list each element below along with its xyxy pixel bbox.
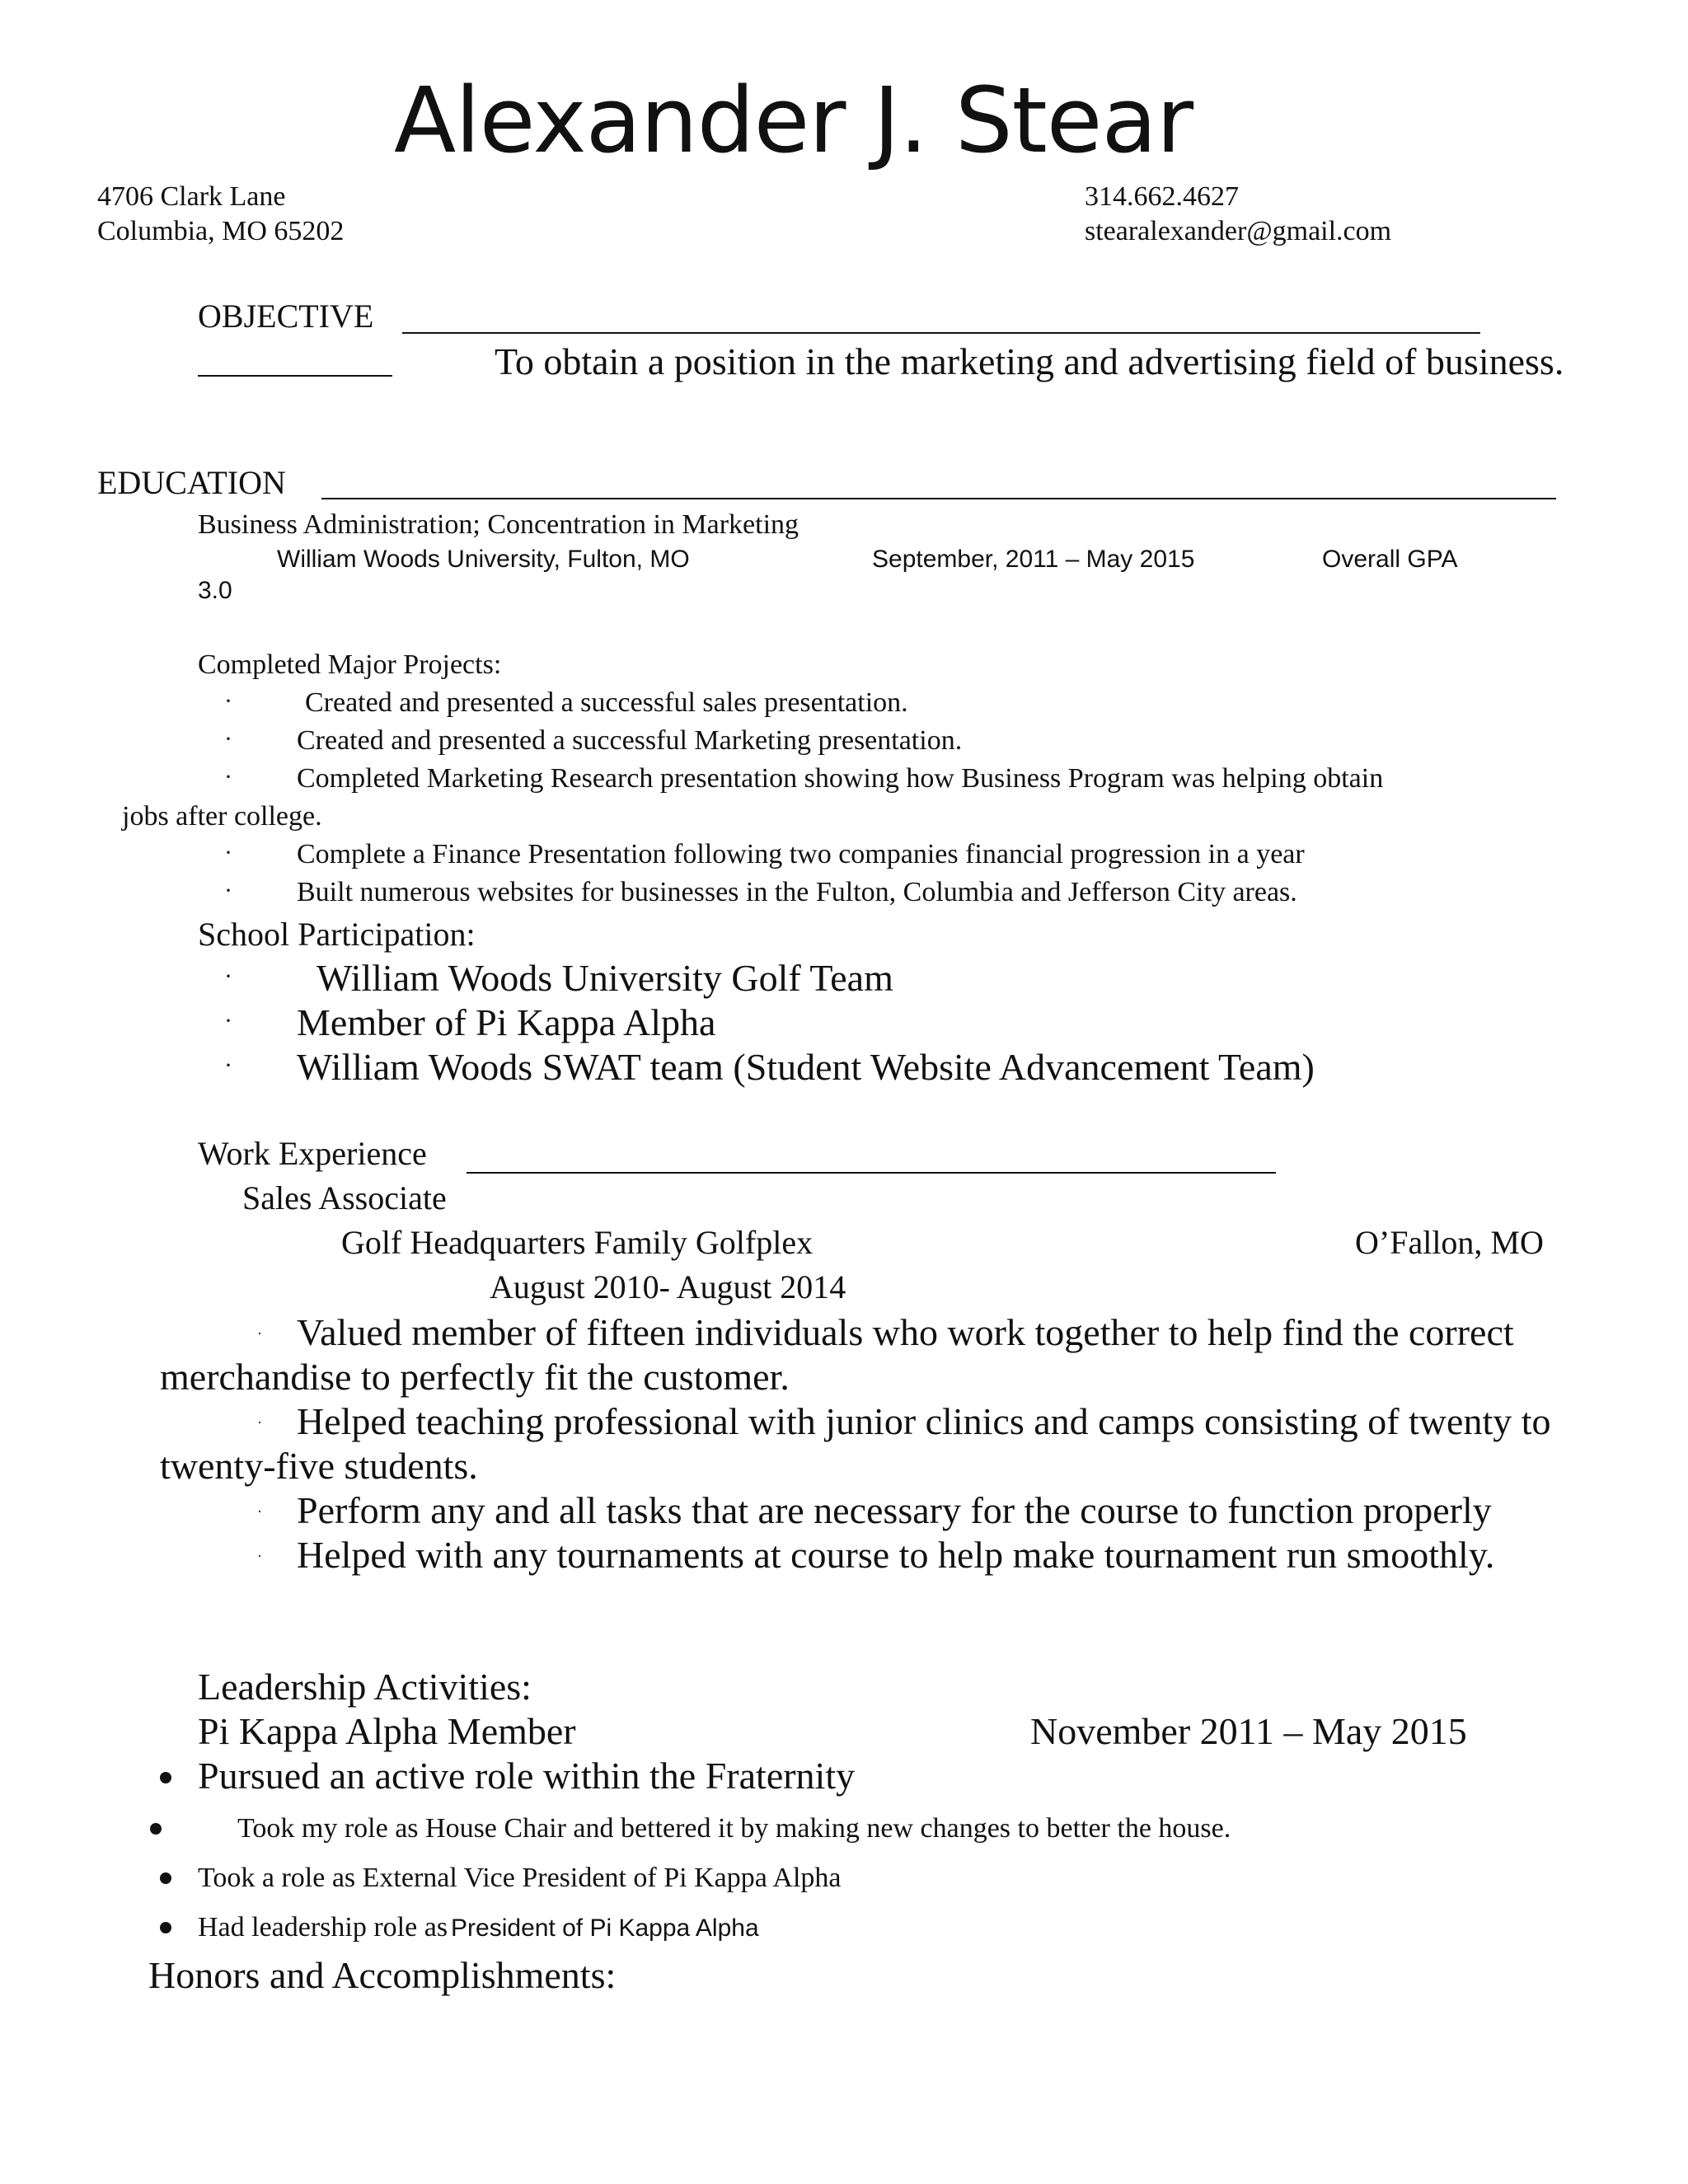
leadership-dates: November 2011 – May 2015 (1030, 1710, 1467, 1752)
list-item: Helped with any tournaments at course to help make tournament run smoothly. (297, 1534, 1495, 1576)
list-item: Took a role as External Vice President of Pi Kappa Alpha (198, 1863, 842, 1893)
objective-heading: OBJECTIVE (198, 298, 374, 335)
list-item: Took my role as House Chair and bettered it by making new changes to better the house. (237, 1813, 1231, 1844)
list-item: Created and presented a successful Marketing presentation. (297, 725, 963, 756)
list-item: Member of Pi Kappa Alpha (297, 1001, 716, 1043)
objective-indent-rule (198, 375, 392, 377)
list-item (198, 1912, 759, 1943)
work-heading: Work Experience (198, 1135, 427, 1172)
list-item: Completed Marketing Research presentation showing how Business Program was helping obtain (297, 763, 1384, 794)
job-location: O’Fallon, MO (1355, 1224, 1544, 1261)
list-bullet: · (224, 1052, 232, 1079)
list-bullet: · (257, 1548, 262, 1564)
list-item-text: Had leadership role as (198, 1912, 448, 1943)
list-item-continuation: merchandise to perfectly fit the customer. (160, 1356, 790, 1398)
list-bullet (160, 1922, 171, 1933)
education-dates: September, 2011 – May 2015 (872, 546, 1195, 573)
participation-heading: School Participation: (198, 916, 476, 953)
list-bullet: · (224, 763, 232, 790)
list-item: Created and presented a successful sales presentation. (305, 687, 908, 718)
school-name: William Woods University, Fulton, MO (277, 546, 690, 573)
list-bullet: · (224, 687, 232, 715)
list-bullet: · (257, 1414, 262, 1431)
list-item: Valued member of fifteen individuals who work together to help find the correct (297, 1311, 1514, 1353)
projects-heading: Completed Major Projects: (198, 649, 502, 680)
leadership-heading: Leadership Activities: (198, 1666, 532, 1708)
resume-name: Alexander J. Stear (394, 68, 1193, 173)
work-heading-rule (467, 1172, 1276, 1174)
list-item-continuation: jobs after college. (122, 801, 322, 832)
list-bullet: · (224, 877, 232, 904)
list-item: William Woods University Golf Team (316, 957, 893, 999)
job-title: Sales Associate (242, 1179, 447, 1216)
gpa-value: 3.0 (198, 577, 232, 604)
phone-number: 314.662.4627 (1085, 181, 1239, 212)
email-address: stearalexander@gmail.com (1085, 216, 1392, 246)
list-item: Built numerous websites for businesses in the Fulton, Columbia and Jefferson City areas. (297, 877, 1297, 907)
list-item: Perform any and all tasks that are necessary for the course to function properly (297, 1489, 1492, 1531)
list-item: Pursued an active role within the Fraternity (198, 1755, 856, 1797)
list-item: William Woods SWAT team (Student Website Advancement Team) (297, 1046, 1315, 1088)
list-item-text-emphasis: President of Pi Kappa Alpha (451, 1915, 759, 1942)
address-line-1: 4706 Clark Lane (97, 181, 286, 212)
education-heading: EDUCATION (97, 464, 286, 501)
leadership-org: Pi Kappa Alpha Member (198, 1710, 576, 1752)
objective-text: To obtain a position in the marketing and advertising field of business. (495, 340, 1564, 382)
list-bullet: · (257, 1325, 262, 1342)
list-item-continuation: twenty-five students. (160, 1445, 478, 1487)
list-bullet: · (224, 725, 232, 752)
list-bullet (150, 1823, 162, 1835)
honors-heading: Honors and Accomplishments: (148, 1954, 617, 1996)
company-name: Golf Headquarters Family Golfplex (341, 1224, 814, 1261)
list-bullet: · (257, 1503, 262, 1520)
objective-heading-rule (402, 332, 1480, 334)
education-heading-rule (321, 498, 1556, 499)
list-bullet: · (224, 1007, 232, 1034)
list-bullet (160, 1772, 171, 1783)
list-bullet: · (224, 963, 232, 990)
address-line-2: Columbia, MO 65202 (97, 216, 345, 246)
list-bullet: · (224, 839, 232, 866)
gpa-label: Overall GPA (1322, 546, 1458, 573)
degree: Business Administration; Concentration in Marketing (198, 509, 799, 540)
list-item: Helped teaching professional with junior clinics and camps consisting of twenty to (297, 1400, 1551, 1442)
list-item: Complete a Finance Presentation following two companies financial progression in a year (297, 839, 1305, 869)
list-bullet (160, 1872, 171, 1884)
job-dates: August 2010- August 2014 (490, 1268, 846, 1305)
